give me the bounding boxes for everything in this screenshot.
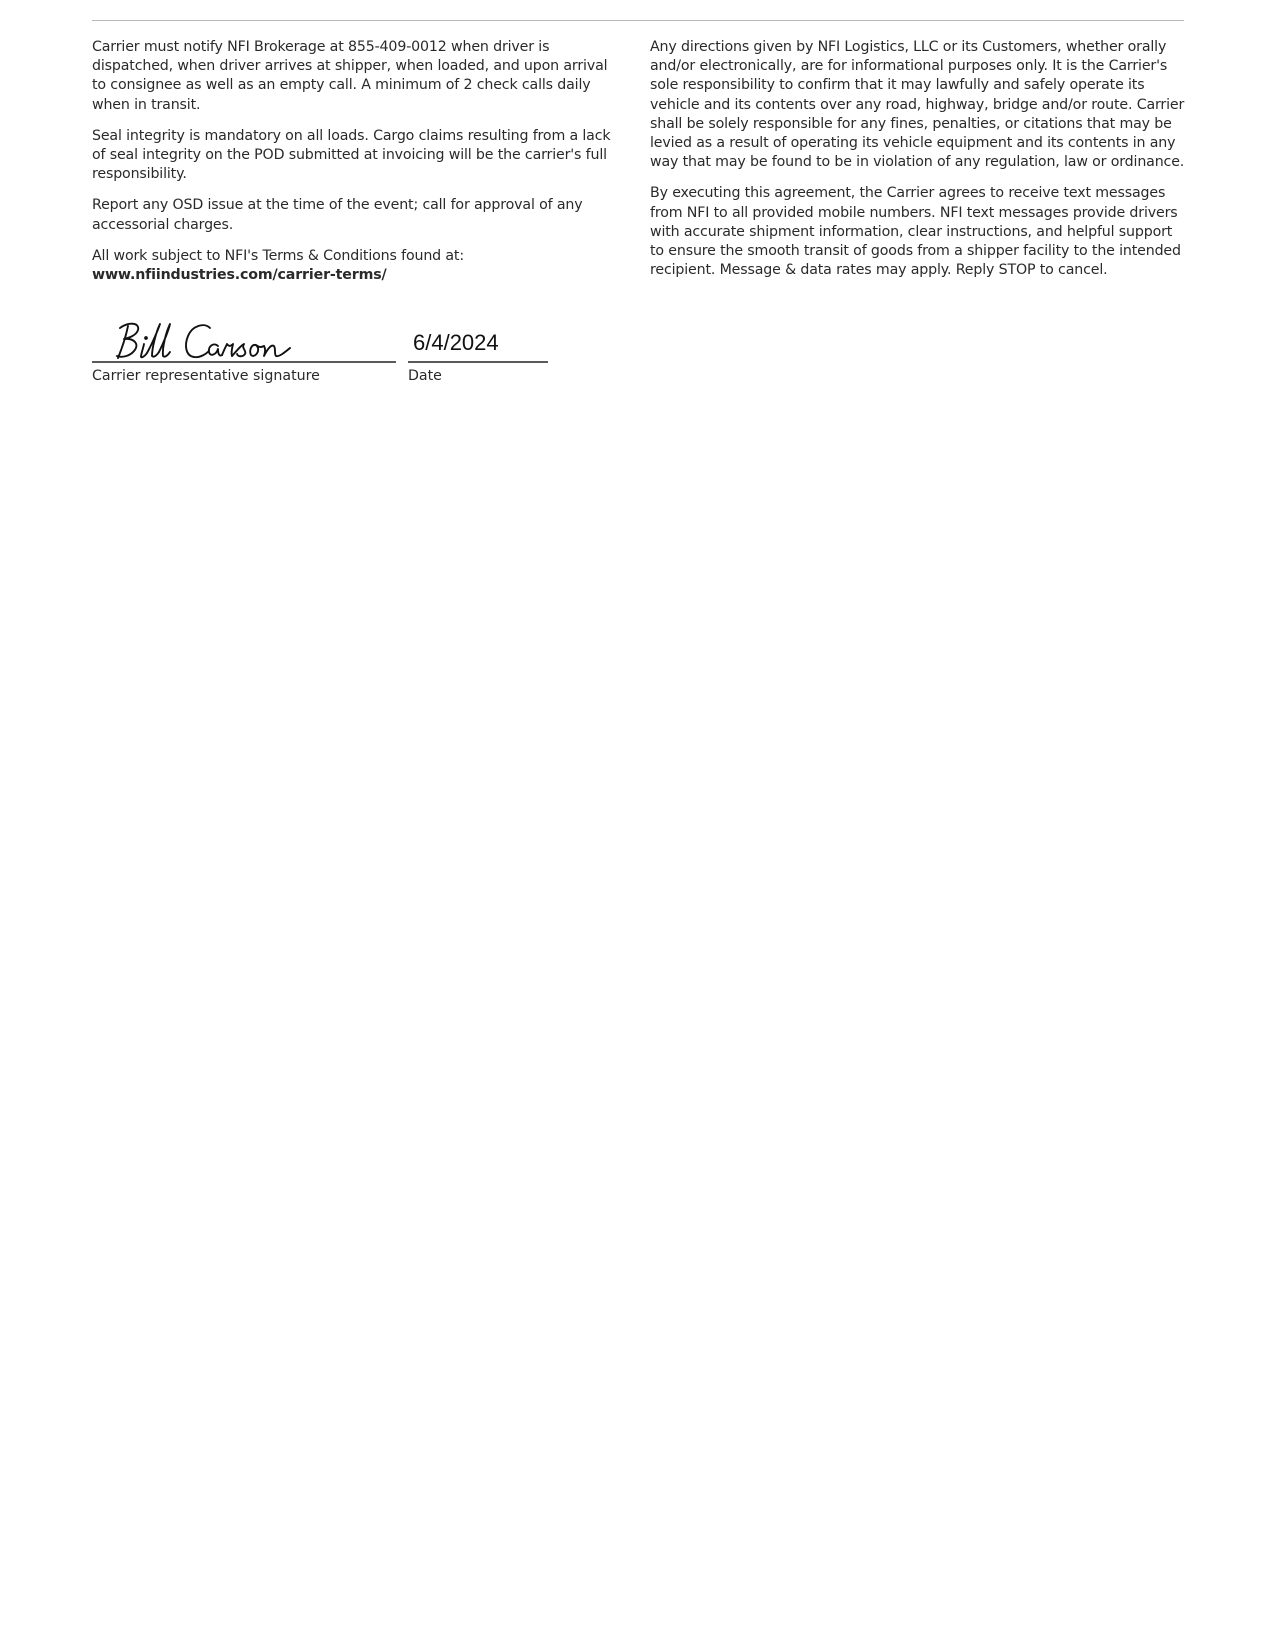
date-line [408, 361, 548, 363]
handwritten-signature [114, 318, 304, 364]
signature-line [92, 361, 396, 363]
terms-text: All work subject to NFI's Terms & Conditions found at: [92, 247, 464, 264]
dispatch-notice-paragraph: Carrier must notify NFI Brokerage at 855-409-0012 when driver is dispatched, when driver arrives at shipper, when loaded, and upon arrival to consignee as well as an empty call. A minimum of 2 check calls daily when in transit. [92, 39, 608, 113]
date-label: Date [408, 368, 442, 384]
left-terms-column [92, 38, 622, 297]
terms-link[interactable]: www.nfiindustries.com/carrier-terms/ [92, 267, 387, 284]
date-value: 6/4/2024 [413, 330, 499, 355]
terms-paragraph [92, 247, 622, 285]
seal-integrity-paragraph: Seal integrity is mandatory on all loads. Cargo claims resulting from a lack of seal integrity on the POD submitted at invoicing will be the carrier's full responsibility. [92, 127, 611, 183]
signature-label: Carrier representative signature [92, 368, 320, 384]
top-divider [92, 20, 1184, 21]
text-message-consent-paragraph: By executing this agreement, the Carrier agrees to receive text messages from NFI to all provided mobile numbers. NFI text messages provide drivers with accurate shipment information, clear instructions, and helpful support to ensure the smooth transit of goods from a shipper facility to the intended recipient. Message & data rates may apply. Reply STOP to cancel. [650, 185, 1181, 279]
signature-block [92, 300, 552, 390]
right-terms-column [650, 38, 1190, 292]
osd-report-paragraph: Report any OSD issue at the time of the event; call for approval of any accessorial charges. [92, 197, 583, 233]
directions-disclaimer-paragraph: Any directions given by NFI Logistics, LLC or its Customers, whether orally and/or electronically, are for informational purposes only. It is the Carrier's sole responsibility to confirm that it may lawfully and safely operate its vehicle and its contents over any road, highway, bridge and/or route. Carrier shall be solely responsible for any fines, penalties, or citations that may be levied as a result of operating its vehicle equipment and its contents in any way that may be found to be in violation of any regulation, law or ordinance. [650, 39, 1185, 171]
